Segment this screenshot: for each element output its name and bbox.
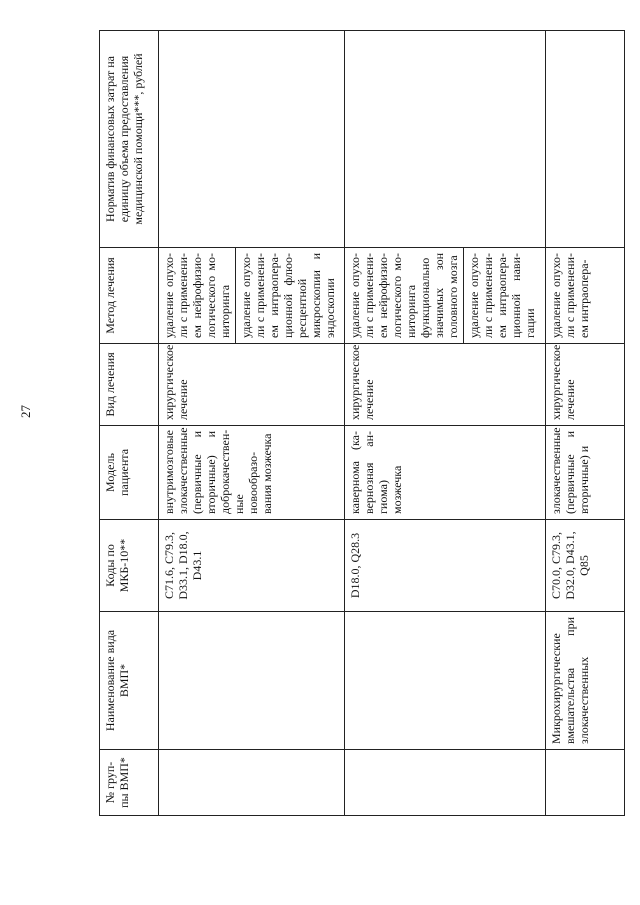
cell-mkb-codes: D18.0, Q28.3 [345,520,546,612]
header-mkb-codes: Коды по МКБ-10** [100,520,159,612]
cell-group-no [345,750,546,816]
method-item: удаление опухо-ли с применени-ем интраопера-ционной нави-гации [463,248,537,343]
header-vmp-name: Наименование вида ВМП* [100,612,159,750]
method-item: удаление опухо-ли с применени-ем нейрофизио-логического мо-ниторинга функционально значимых зон головного мозга [348,253,461,338]
table-row [345,31,546,816]
page-number: 27 [18,405,33,418]
cell-treatment-method [546,248,625,344]
cell-patient-model: внутримозговые злокачественные (первичные и вторичные) и доброкачествен-ные новообразо-вания мозжечка [159,426,345,520]
table-header-row [100,31,159,816]
cell-mkb-codes: C71.6, C79.3, D33.1, D18.0, D43.1 [159,520,345,612]
header-treatment-type: Вид лечения [100,344,159,426]
cell-cost-norm [159,31,345,248]
method-item: удаление опухо-ли с применени-ем интраопера-ционной флюо-ресцентной микроскопии и эндоскопии [235,248,337,343]
header-cost-norm: Норматив финансовых затрат на единицу объема предоставления медицинской помощи***, рублей [100,31,159,248]
cell-treatment-method [345,248,546,344]
method-item: удаление опухо-ли с применени-ем нейрофизио-логического мо-ниторинга [162,253,232,338]
cell-patient-model: злокачественные (первичные и вторичные) и [546,426,625,520]
cell-cost-norm [345,31,546,248]
cell-treatment-type: хирургическое лечение [345,344,546,426]
cell-vmp-name [159,612,345,750]
vmp-table [99,30,625,816]
header-group-no: № груп-пы ВМП* [100,750,159,816]
cell-group-no [546,750,625,816]
cell-vmp-name [345,612,546,750]
cell-treatment-method [159,248,345,344]
cell-mkb-codes: C70.0, C79.3, D32.0, D43.1, Q85 [546,520,625,612]
table-row [159,31,345,816]
table-row [546,31,625,816]
cell-patient-model: кавернома (ка-вернозная ан-гиома) мозжечка [345,426,546,520]
header-patient-model: Модель пациента [100,426,159,520]
cell-vmp-name: Микрохирургические вмешательства при злокачественных [546,612,625,750]
header-treatment-method: Метод лечения [100,248,159,344]
cell-treatment-type: хирургическое лечение [546,344,625,426]
cell-group-no [159,750,345,816]
rotated-table-container [99,31,625,816]
cell-treatment-type: хирургическое лечение [159,344,345,426]
method-item: удаление опухо-ли с применени-ем интраопера- [549,253,592,338]
cell-cost-norm [546,31,625,248]
